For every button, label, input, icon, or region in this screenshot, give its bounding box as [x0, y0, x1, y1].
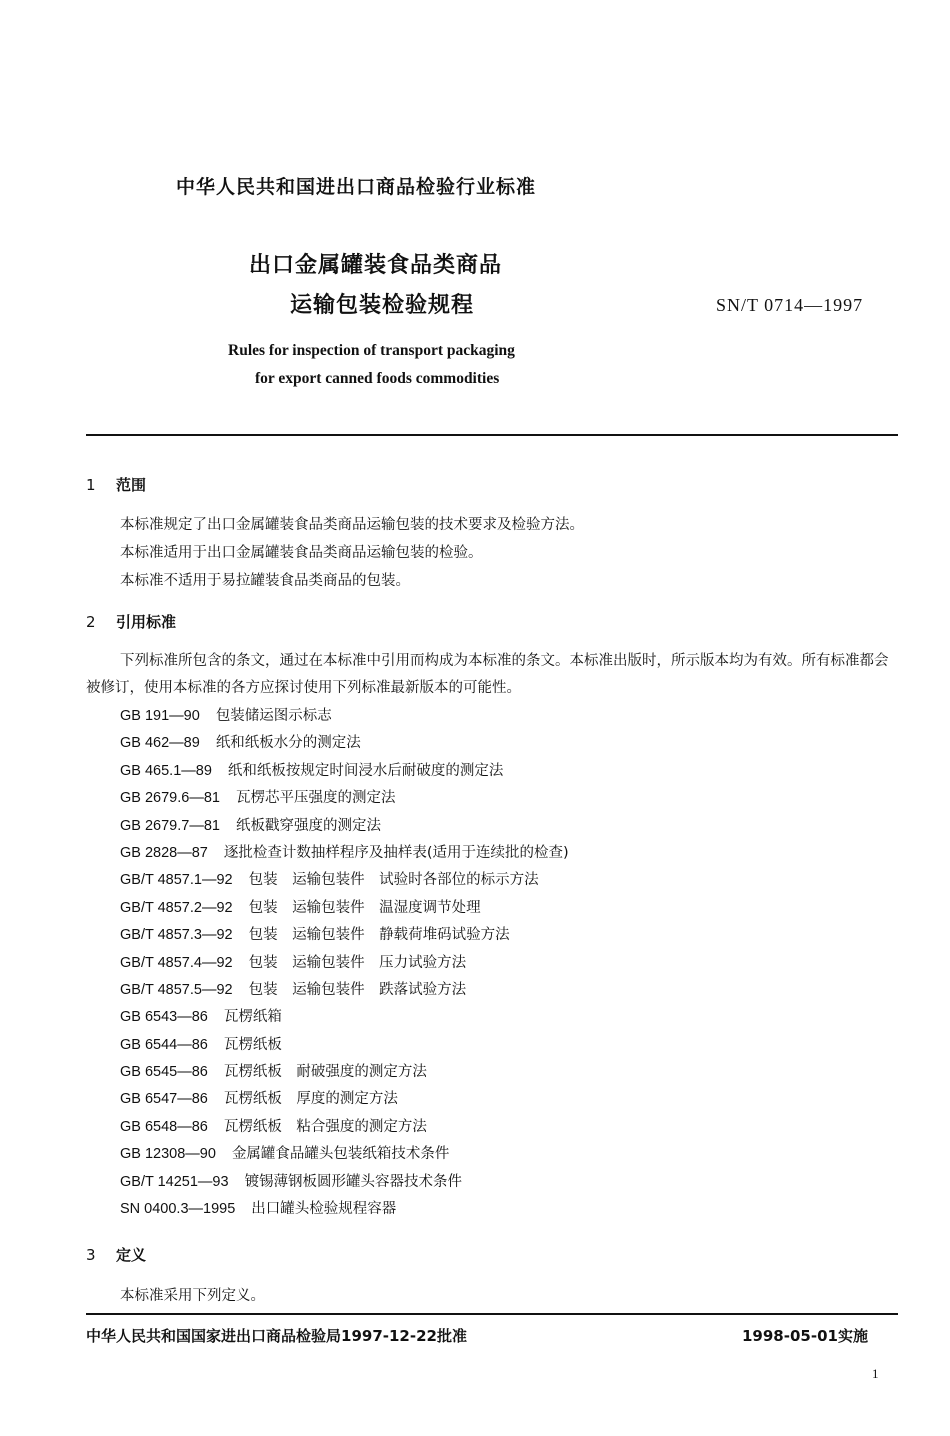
reference-code: GB 12308—90: [120, 1146, 216, 1163]
reference-item: [120, 1086, 569, 1113]
reference-item: [120, 703, 569, 730]
reference-title: 包装 运输包装件 压力试验方法: [248, 954, 467, 971]
reference-code: GB 2828—87: [120, 844, 208, 861]
reference-title: 金属罐食品罐头包装纸箱技术条件: [231, 1146, 450, 1163]
approval-statement: 中华人民共和国国家进出口商品检验局1997-12-22批准: [86, 1327, 467, 1345]
reference-title: 包装 运输包装件 试验时各部位的标示方法: [248, 872, 539, 889]
reference-item: [120, 950, 569, 977]
reference-item: [120, 1196, 569, 1223]
reference-code: GB/T 14251—93: [120, 1173, 229, 1190]
reference-title: 纸和纸板按规定时间浸水后耐破度的测定法: [227, 762, 504, 779]
reference-item: [120, 730, 569, 757]
reference-code: GB 6544—86: [120, 1036, 208, 1053]
section-number: 3: [86, 1246, 96, 1264]
reference-item: [120, 922, 569, 949]
header-divider: [86, 434, 898, 436]
reference-title: 包装 运输包装件 静载荷堆码试验方法: [248, 927, 510, 944]
section-1-paragraph-2: 本标准适用于出口金属罐装食品类商品运输包装的检验。: [120, 545, 483, 561]
section-2-heading: [86, 611, 176, 632]
reference-item: [120, 813, 569, 840]
reference-code: GB/T 4857.4—92: [120, 954, 233, 971]
reference-code: GB/T 4857.1—92: [120, 872, 233, 889]
reference-title: 镀锡薄钢板圆形罐头容器技术条件: [244, 1173, 463, 1190]
section-number: 1: [86, 476, 96, 494]
reference-title: 瓦楞纸板 粘合强度的测定方法: [223, 1118, 427, 1135]
reference-code: GB 6545—86: [120, 1064, 208, 1081]
reference-title: 瓦楞纸箱: [223, 1009, 282, 1026]
reference-title: 出口罐头检验规程容器: [251, 1201, 397, 1218]
reference-title: 包装 运输包装件 温湿度调节处理: [248, 899, 481, 916]
english-title-line-2: for export canned foods commodities: [255, 370, 500, 387]
normative-references-list: [120, 703, 569, 1223]
reference-code: GB/T 4857.5—92: [120, 981, 233, 998]
org-title: 中华人民共和国进出口商品检验行业标准: [176, 176, 537, 198]
section-2-intro: 下列标准所包含的条文，通过在本标准中引用而构成为本标准的条文。本标准出版时，所示版本均为有效。所有标准都会被修订，使用本标准的各方应探讨使用下列标准最新版本的可能性。: [86, 653, 889, 696]
reference-code: SN 0400.3—1995: [120, 1201, 236, 1218]
reference-code: GB 6548—86: [120, 1118, 208, 1135]
document-title-line-1: 出口金属罐装食品类商品: [249, 253, 503, 278]
reference-item: [120, 1114, 569, 1141]
reference-item: [120, 1059, 569, 1086]
reference-code: GB 6547—86: [120, 1091, 208, 1108]
reference-title: 瓦楞纸板: [223, 1036, 282, 1053]
reference-code: GB/T 4857.2—92: [120, 899, 233, 916]
reference-code: GB 2679.7—81: [120, 817, 220, 834]
section-title: 定义: [116, 1246, 147, 1264]
reference-code: GB 462—89: [120, 735, 200, 752]
section-3-heading: [86, 1244, 146, 1265]
reference-title: 纸板戳穿强度的测定法: [235, 817, 381, 834]
reference-item: [120, 1141, 569, 1168]
section-1-paragraph-1: 本标准规定了出口金属罐装食品类商品运输包装的技术要求及检验方法。: [120, 517, 584, 533]
english-title-line-1: Rules for inspection of transport packaging: [228, 342, 515, 359]
reference-item: [120, 977, 569, 1004]
reference-item: [120, 867, 569, 894]
reference-code: GB 2679.6—81: [120, 790, 220, 807]
reference-item: [120, 1032, 569, 1059]
page-number: 1: [872, 1366, 879, 1381]
reference-title: 瓦楞纸板 厚度的测定方法: [223, 1091, 398, 1108]
document-title-line-2: 运输包装检验规程: [290, 293, 475, 318]
reference-item: [120, 1169, 569, 1196]
reference-title: 包装 运输包装件 跌落试验方法: [248, 981, 467, 998]
reference-title: 逐批检查计数抽样程序及抽样表(适用于连续批的检查): [223, 844, 569, 861]
reference-title: 瓦楞芯平压强度的测定法: [235, 790, 396, 807]
reference-code: GB/T 4857.3—92: [120, 927, 233, 944]
reference-title: 瓦楞纸板 耐破强度的测定方法: [223, 1064, 427, 1081]
reference-title: 包装储运图示标志: [215, 708, 332, 724]
reference-code: GB 191—90: [120, 708, 200, 724]
reference-item: [120, 1004, 569, 1031]
reference-title: 纸和纸板水分的测定法: [215, 735, 361, 752]
section-number: 2: [86, 613, 96, 631]
standard-code: SN/T 0714—1997: [716, 295, 864, 315]
reference-code: GB 6543—86: [120, 1009, 208, 1026]
section-title: 范围: [116, 476, 147, 494]
footer-divider: [86, 1313, 898, 1315]
section-1-paragraph-3: 本标准不适用于易拉罐装食品类商品的包装。: [120, 573, 410, 589]
reference-item: [120, 785, 569, 812]
reference-item: [120, 895, 569, 922]
reference-item: [120, 840, 569, 867]
reference-code: GB 465.1—89: [120, 762, 212, 779]
reference-item: [120, 758, 569, 785]
section-3-paragraph-1: 本标准采用下列定义。: [120, 1288, 265, 1304]
section-1-heading: [86, 474, 146, 495]
section-title: 引用标准: [116, 613, 177, 631]
effective-date: 1998-05-01实施: [742, 1327, 868, 1345]
